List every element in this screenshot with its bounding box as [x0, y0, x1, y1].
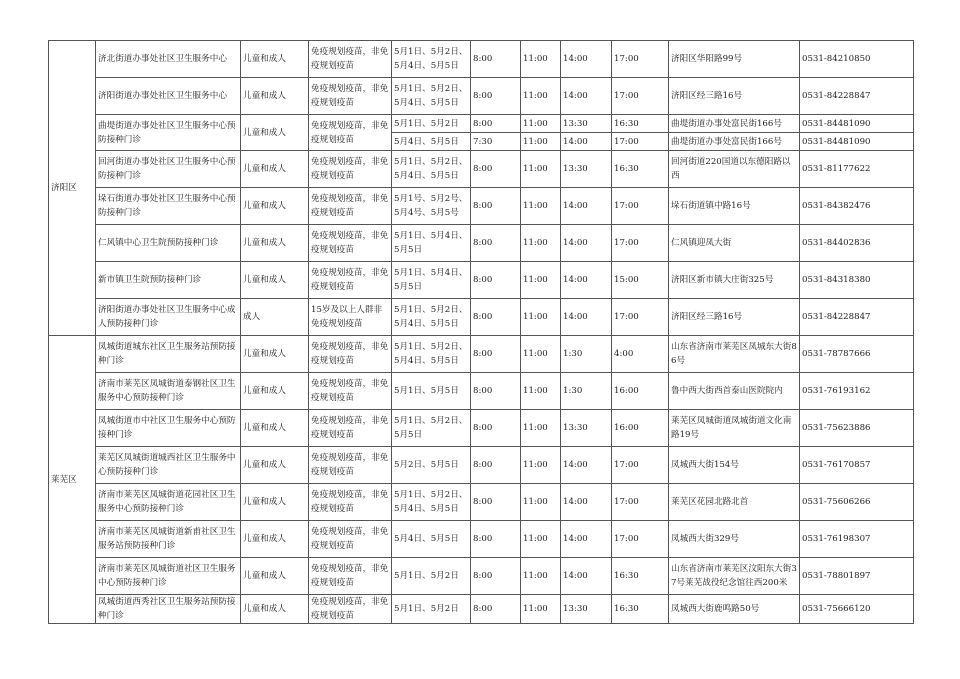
vaccine-type-line: 疫规划疫苗: [311, 430, 354, 440]
open-dates: [392, 595, 471, 624]
phone: 0531-76170857: [800, 447, 914, 484]
table-body: [49, 41, 914, 624]
vaccine-type-line: 免疫规划疫苗，非免: [311, 47, 389, 57]
vaccine-type-line: 疫规划疫苗: [311, 282, 354, 292]
target-group: 儿童和成人: [241, 151, 309, 188]
open-dates-line: 5月1日、5月2日、: [394, 157, 468, 167]
phone: 0531-84228847: [800, 78, 914, 115]
pm-end: 17:00: [612, 78, 669, 115]
am-end: 11:00: [521, 41, 561, 78]
vaccine-type-line: 疫规划疫苗: [311, 578, 354, 588]
phone: 0531-75666120: [800, 595, 914, 624]
table-row: [49, 151, 914, 188]
target-group: 儿童和成人: [241, 188, 309, 225]
open-dates-line: 5月4日、5月5日: [394, 61, 459, 71]
open-dates-line: 5月1日、5月2日、: [394, 84, 468, 94]
open-dates-line: 5月1日、5月2日: [394, 604, 459, 614]
table-row: [49, 225, 914, 262]
open-dates: [392, 225, 471, 262]
phone: 0531-84210850: [800, 41, 914, 78]
site-name: 凤城街道市中社区卫生服务中心预防接种门诊: [96, 410, 241, 447]
am-start: 8:00: [471, 41, 521, 78]
am-end: 11:00: [521, 558, 561, 595]
site-name: 济北街道办事处社区卫生服务中心: [96, 41, 241, 78]
vaccine-type: [309, 521, 392, 558]
site-name: 济南市莱芜区凤城街道社区卫生服务中心预防接种门诊: [96, 558, 241, 595]
pm-end: 16:00: [612, 373, 669, 410]
phone: 0531-76198307: [800, 521, 914, 558]
phone: 0531-84228847: [800, 299, 914, 336]
open-dates: [392, 262, 471, 299]
am-start: 8:00: [471, 558, 521, 595]
am-start: 8:00: [471, 115, 521, 133]
pm-start: 14:00: [561, 78, 612, 115]
pm-end: 4:00: [612, 336, 669, 373]
open-dates: [392, 484, 471, 521]
am-start: 8:00: [471, 336, 521, 373]
open-dates: [392, 373, 471, 410]
phone: 0531-84481090: [800, 133, 914, 151]
table-row: [49, 262, 914, 299]
am-start: 7:30: [471, 133, 521, 151]
vaccine-type: [309, 262, 392, 299]
am-end: 11:00: [521, 225, 561, 262]
pm-start: 14:00: [561, 225, 612, 262]
address: 莱芜区凤城街道凤城街道文化南路19号: [669, 410, 800, 447]
pm-end: 16:30: [612, 151, 669, 188]
vaccine-type-line: 免疫规划疫苗，非免: [311, 453, 389, 463]
open-dates: [392, 188, 471, 225]
open-dates-line: 5月1日、5月2日、: [394, 305, 468, 315]
address: 山东省济南市莱芜区汶阳东大街37号莱芜战役纪念馆往西200米: [669, 558, 800, 595]
am-end: 11:00: [521, 447, 561, 484]
vaccine-type-line: 15岁及以上人群非: [311, 305, 383, 315]
open-dates: [392, 336, 471, 373]
pm-start: 14:00: [561, 188, 612, 225]
am-end: 11:00: [521, 521, 561, 558]
open-dates-line: 5月1日、5月2日、: [394, 342, 468, 352]
open-dates-line: 5月1日、5月2日: [394, 118, 459, 129]
table-row: [49, 299, 914, 336]
target-group: 儿童和成人: [241, 115, 309, 151]
pm-end: 17:00: [612, 447, 669, 484]
vaccine-type: [309, 595, 392, 624]
pm-start: 14:00: [561, 484, 612, 521]
open-dates: [392, 410, 471, 447]
vaccine-type-line: 免疫规划疫苗，非免: [311, 194, 389, 204]
vaccine-type-line: 免疫规划疫苗: [311, 319, 363, 329]
vaccine-type-line: 免疫规划疫苗，非免: [311, 157, 389, 167]
vaccine-type-line: 免疫规划疫苗，非免: [311, 120, 389, 131]
pm-start: 14:00: [561, 133, 612, 151]
target-group: 儿童和成人: [241, 521, 309, 558]
open-dates-line: 5月1日、5月2日、: [394, 47, 468, 57]
address: 仁风镇迎凤大街: [669, 225, 800, 262]
open-dates: [392, 558, 471, 595]
target-group: 儿童和成人: [241, 558, 309, 595]
pm-start: 14:00: [561, 41, 612, 78]
table-row: [49, 373, 914, 410]
open-dates: [392, 151, 471, 188]
pm-start: 14:00: [561, 262, 612, 299]
table-row: [49, 484, 914, 521]
site-name: 新市镇卫生院预防接种门诊: [96, 262, 241, 299]
table-row: [49, 336, 914, 373]
open-dates-line: 5月4日、5月5日: [394, 319, 459, 329]
vaccine-type-line: 疫规划疫苗: [311, 208, 354, 218]
target-group: 儿童和成人: [241, 484, 309, 521]
vaccine-type-line: 免疫规划疫苗，非免: [311, 379, 389, 389]
address: 莱芜区花园北路北首: [669, 484, 800, 521]
target-group: 成人: [241, 299, 309, 336]
table-row: [49, 78, 914, 115]
vaccine-type-line: 疫规划疫苗: [311, 467, 354, 477]
vaccine-type-line: 疫规划疫苗: [311, 356, 354, 366]
vaccination-schedule-table: [48, 40, 914, 624]
am-start: 8:00: [471, 188, 521, 225]
pm-end: 17:00: [612, 133, 669, 151]
open-dates-line: 5月2日、5月5日: [394, 460, 459, 470]
pm-start: 14:00: [561, 558, 612, 595]
address: 济阳区经三路16号: [669, 299, 800, 336]
address: 垛石街道镇中路16号: [669, 188, 800, 225]
vaccine-type: [309, 299, 392, 336]
pm-start: 13:30: [561, 595, 612, 624]
table-row: [49, 410, 914, 447]
site-name: 济南市莱芜区凤城街道泰钢社区卫生服务中心预防接种门诊: [96, 373, 241, 410]
address: 曲堤街道办事处富民街166号: [669, 115, 800, 133]
open-dates-line: 5月4号、5月5号: [394, 208, 459, 218]
site-name: 济阳街道办事处社区卫生服务中心成人预防接种门诊: [96, 299, 241, 336]
pm-end: 17:00: [612, 41, 669, 78]
open-dates-line: 5月5日: [394, 430, 423, 440]
target-group: 儿童和成人: [241, 373, 309, 410]
address: 山东省济南市莱芜区凤城东大街86号: [669, 336, 800, 373]
target-group: 儿童和成人: [241, 336, 309, 373]
open-dates-line: 5月4日、5月5日: [394, 171, 459, 181]
site-name: 莱芜区凤城街道城西社区卫生服务中心预防接种门诊: [96, 447, 241, 484]
am-start: 8:00: [471, 595, 521, 624]
address: 凤城西大街鹿鸣路50号: [669, 595, 800, 624]
open-dates-line: 5月4日、5月5日: [394, 504, 459, 514]
pm-end: 16:30: [612, 558, 669, 595]
vaccine-type-line: 疫规划疫苗: [311, 245, 354, 255]
vaccine-type-line: 疫规划疫苗: [311, 98, 354, 108]
pm-end: 16:30: [612, 115, 669, 133]
open-dates: [392, 115, 471, 133]
pm-start: 14:00: [561, 299, 612, 336]
vaccine-type: [309, 558, 392, 595]
open-dates-line: 5月1日、5月4日、: [394, 231, 468, 241]
open-dates: [392, 133, 471, 151]
am-end: 11:00: [521, 78, 561, 115]
table-row: [49, 521, 914, 558]
vaccine-type-line: 疫规划疫苗: [311, 61, 354, 71]
site-name: 仁风镇中心卫生院预防接种门诊: [96, 225, 241, 262]
am-end: 11:00: [521, 299, 561, 336]
pm-start: 13:30: [561, 151, 612, 188]
site-name: 凤城街道西秀社区卫生服务站预防接种门诊: [96, 595, 241, 624]
am-end: 11:00: [521, 484, 561, 521]
phone: 0531-84318380: [800, 262, 914, 299]
am-end: 11:00: [521, 336, 561, 373]
pm-end: 17:00: [612, 299, 669, 336]
phone: 0531-84481090: [800, 115, 914, 133]
open-dates: [392, 78, 471, 115]
pm-end: 17:00: [612, 484, 669, 521]
open-dates: [392, 521, 471, 558]
target-group: 儿童和成人: [241, 595, 309, 624]
address: 鲁中西大街西首泰山医院院内: [669, 373, 800, 410]
vaccine-type-line: 疫规划疫苗: [311, 611, 354, 621]
address: 曲堤街道办事处富民街166号: [669, 133, 800, 151]
vaccine-type-line: 免疫规划疫苗，非免: [311, 597, 389, 607]
vaccine-type: [309, 447, 392, 484]
table-row: [49, 447, 914, 484]
open-dates-line: 5月1日、5月5日: [394, 386, 459, 396]
am-start: 8:00: [471, 484, 521, 521]
vaccine-type: [309, 188, 392, 225]
vaccine-type: [309, 41, 392, 78]
pm-end: 17:00: [612, 188, 669, 225]
target-group: 儿童和成人: [241, 78, 309, 115]
address: 凤城西大街154号: [669, 447, 800, 484]
table-row: [49, 595, 914, 624]
am-end: 11:00: [521, 595, 561, 624]
address: 凤城西大街329号: [669, 521, 800, 558]
vaccine-type-line: 免疫规划疫苗，非免: [311, 416, 389, 426]
pm-end: 16:30: [612, 595, 669, 624]
vaccine-type-line: 免疫规划疫苗，非免: [311, 84, 389, 94]
vaccine-type: [309, 78, 392, 115]
site-name: 曲堤街道办事处社区卫生服务中心预防接种门诊: [96, 115, 241, 151]
pm-start: 1:30: [561, 336, 612, 373]
vaccine-type-line: 免疫规划疫苗，非免: [311, 231, 389, 241]
pm-start: 14:00: [561, 447, 612, 484]
table-row: [49, 115, 914, 133]
am-end: 11:00: [521, 133, 561, 151]
am-end: 11:00: [521, 410, 561, 447]
open-dates-line: 5月4日、5月5日: [394, 136, 459, 147]
phone: 0531-78787666: [800, 336, 914, 373]
am-end: 11:00: [521, 151, 561, 188]
vaccine-type: [309, 373, 392, 410]
open-dates-line: 5月1日、5月2日、: [394, 416, 468, 426]
am-start: 8:00: [471, 447, 521, 484]
vaccine-type: [309, 115, 392, 151]
pm-start: 1:30: [561, 373, 612, 410]
vaccine-type-line: 疫规划疫苗: [311, 504, 354, 514]
open-dates-line: 5月4日、5月5日: [394, 534, 459, 544]
vaccine-type-line: 疫规划疫苗: [311, 134, 354, 145]
phone: 0531-76193162: [800, 373, 914, 410]
vaccine-type: [309, 225, 392, 262]
pm-start: 14:00: [561, 521, 612, 558]
target-group: 儿童和成人: [241, 41, 309, 78]
vaccine-type-line: 免疫规划疫苗，非免: [311, 268, 389, 278]
vaccine-type-line: 疫规划疫苗: [311, 393, 354, 403]
open-dates-line: 5月5日: [394, 282, 423, 292]
site-name: 回河街道办事处社区卫生服务中心预防接种门诊: [96, 151, 241, 188]
site-name: 济阳街道办事处社区卫生服务中心: [96, 78, 241, 115]
phone: 0531-75623886: [800, 410, 914, 447]
vaccine-type-line: 免疫规划疫苗，非免: [311, 342, 389, 352]
open-dates-line: 5月1日、5月2日: [394, 571, 459, 581]
target-group: 儿童和成人: [241, 447, 309, 484]
open-dates-line: 5月4日、5月5日: [394, 98, 459, 108]
open-dates-line: 5月1号、5月2号、: [394, 194, 468, 204]
am-end: 11:00: [521, 115, 561, 133]
am-start: 8:00: [471, 410, 521, 447]
pm-end: 17:00: [612, 225, 669, 262]
am-end: 11:00: [521, 262, 561, 299]
site-name: 凤城街道城东社区卫生服务站预防接种门诊: [96, 336, 241, 373]
table-row: [49, 41, 914, 78]
vaccine-type-line: 疫规划疫苗: [311, 541, 354, 551]
am-start: 8:00: [471, 299, 521, 336]
vaccine-type-line: 免疫规划疫苗，非免: [311, 527, 389, 537]
address: 济阳区华阳路99号: [669, 41, 800, 78]
open-dates: [392, 447, 471, 484]
table-row: [49, 188, 914, 225]
am-start: 8:00: [471, 151, 521, 188]
am-start: 8:00: [471, 78, 521, 115]
phone: 0531-84382476: [800, 188, 914, 225]
target-group: 儿童和成人: [241, 225, 309, 262]
pm-start: 13:30: [561, 115, 612, 133]
pm-end: 16:00: [612, 410, 669, 447]
open-dates-line: 5月1日、5月2日、: [394, 490, 468, 500]
am-end: 11:00: [521, 188, 561, 225]
site-name: 济南市莱芜区凤城街道新甫社区卫生服务站预防接种门诊: [96, 521, 241, 558]
phone: 0531-81177622: [800, 151, 914, 188]
vaccine-type-line: 免疫规划疫苗，非免: [311, 490, 389, 500]
phone: 0531-78801897: [800, 558, 914, 595]
vaccine-type: [309, 484, 392, 521]
am-end: 11:00: [521, 373, 561, 410]
address: 济阳区新市镇大庄街325号: [669, 262, 800, 299]
vaccine-type-line: 疫规划疫苗: [311, 171, 354, 181]
am-start: 8:00: [471, 373, 521, 410]
vaccine-type-line: 免疫规划疫苗，非免: [311, 564, 389, 574]
am-start: 8:00: [471, 225, 521, 262]
am-start: 8:00: [471, 521, 521, 558]
open-dates-line: 5月5日: [394, 245, 423, 255]
open-dates: [392, 41, 471, 78]
pm-start: 13:30: [561, 410, 612, 447]
am-start: 8:00: [471, 262, 521, 299]
pm-end: 17:00: [612, 521, 669, 558]
address: 济阳区经三路16号: [669, 78, 800, 115]
target-group: 儿童和成人: [241, 262, 309, 299]
phone: 0531-75606266: [800, 484, 914, 521]
phone: 0531-84402836: [800, 225, 914, 262]
open-dates-line: 5月4日、5月5日: [394, 356, 459, 366]
site-name: 济南市莱芜区凤城街道花园社区卫生服务中心预防接种门诊: [96, 484, 241, 521]
vaccine-type: [309, 336, 392, 373]
vaccine-type: [309, 151, 392, 188]
table-row: [49, 558, 914, 595]
vaccine-type: [309, 410, 392, 447]
target-group: 儿童和成人: [241, 410, 309, 447]
district-cell: 莱芜区: [49, 336, 96, 624]
address: 回河街道220国道以东德阳路以西: [669, 151, 800, 188]
district-cell: 济阳区: [49, 41, 96, 336]
open-dates: [392, 299, 471, 336]
pm-end: 15:00: [612, 262, 669, 299]
open-dates-line: 5月1日、5月4日、: [394, 268, 468, 278]
site-name: 垛石街道办事处社区卫生服务中心预防接种门诊: [96, 188, 241, 225]
